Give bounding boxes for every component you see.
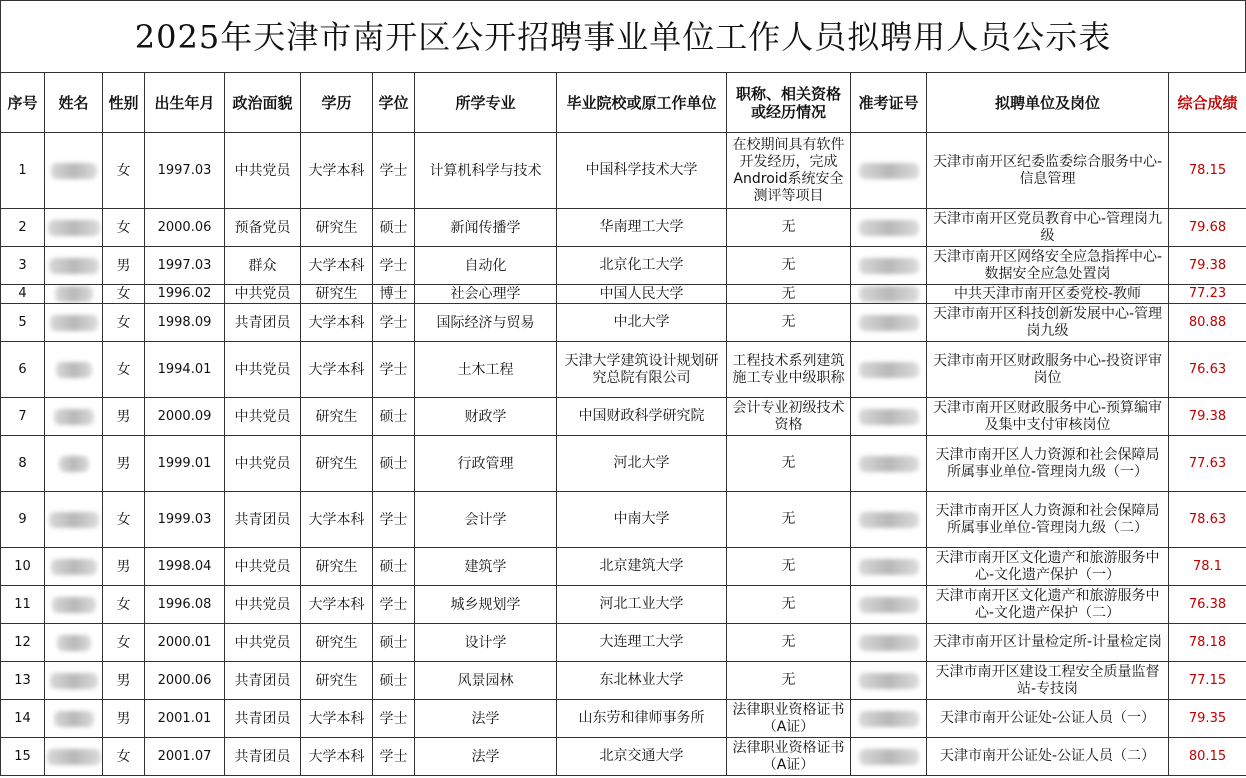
- seq-cell: 13: [1, 662, 45, 700]
- name-cell: [45, 586, 103, 624]
- redacted-ticket-number: [859, 286, 919, 302]
- gender-cell: 女: [103, 285, 145, 304]
- redacted-name: [59, 456, 89, 472]
- redacted-name: [49, 258, 99, 274]
- degree-cell: 学士: [373, 586, 415, 624]
- school-cell: 中北大学: [557, 304, 727, 342]
- seq-cell: 11: [1, 586, 45, 624]
- ticket-cell: [851, 133, 927, 209]
- degree-cell: 学士: [373, 304, 415, 342]
- school-cell: 北京交通大学: [557, 738, 727, 776]
- politics-cell: 中共党员: [225, 133, 301, 209]
- school-cell: 中国人民大学: [557, 285, 727, 304]
- education-cell: 研究生: [301, 398, 373, 436]
- seq-cell: 5: [1, 304, 45, 342]
- qualification-cell: 工程技术系列建筑施工专业中级职称: [727, 342, 851, 398]
- school-cell: 山东劳和律师事务所: [557, 700, 727, 738]
- header-gender: 性别: [103, 73, 145, 133]
- redacted-ticket-number: [859, 711, 919, 727]
- qualification-cell: 无: [727, 304, 851, 342]
- table-row: [1, 209, 1246, 247]
- name-cell: [45, 247, 103, 285]
- gender-cell: 男: [103, 436, 145, 492]
- header-ticket: 准考证号: [851, 73, 927, 133]
- position-cell: 天津市南开区党员教育中心-管理岗九级: [927, 209, 1169, 247]
- position-cell: 天津市南开区财政服务中心-投资评审岗位: [927, 342, 1169, 398]
- position-cell: 天津市南开区科技创新发展中心-管理岗九级: [927, 304, 1169, 342]
- gender-cell: 女: [103, 342, 145, 398]
- politics-cell: 预备党员: [225, 209, 301, 247]
- birth-cell: 2000.09: [145, 398, 225, 436]
- redacted-ticket-number: [859, 409, 919, 425]
- birth-cell: 1998.09: [145, 304, 225, 342]
- school-cell: 中国财政科学研究院: [557, 398, 727, 436]
- redacted-name: [52, 597, 96, 613]
- degree-cell: 硕士: [373, 624, 415, 662]
- redacted-ticket-number: [859, 163, 919, 179]
- school-cell: 北京建筑大学: [557, 548, 727, 586]
- degree-cell: 硕士: [373, 436, 415, 492]
- header-politics: 政治面貌: [225, 73, 301, 133]
- ticket-cell: [851, 285, 927, 304]
- header-education: 学历: [301, 73, 373, 133]
- qualification-cell: 会计专业初级技术资格: [727, 398, 851, 436]
- birth-cell: 2001.01: [145, 700, 225, 738]
- table-row: [1, 247, 1246, 285]
- table-row: [1, 738, 1246, 776]
- seq-cell: 10: [1, 548, 45, 586]
- seq-cell: 2: [1, 209, 45, 247]
- birth-cell: 1999.01: [145, 436, 225, 492]
- score-cell: 78.18: [1169, 624, 1246, 662]
- major-cell: 国际经济与贸易: [415, 304, 557, 342]
- gender-cell: 男: [103, 700, 145, 738]
- politics-cell: 中共党员: [225, 624, 301, 662]
- gender-cell: 女: [103, 304, 145, 342]
- politics-cell: 共青团员: [225, 492, 301, 548]
- major-cell: 新闻传播学: [415, 209, 557, 247]
- redacted-name: [51, 163, 97, 179]
- score-cell: 79.35: [1169, 700, 1246, 738]
- name-cell: [45, 548, 103, 586]
- position-cell: 天津市南开区文化遗产和旅游服务中心-文化遗产保护（二）: [927, 586, 1169, 624]
- header-qualification: 职称、相关资格或经历情况: [727, 73, 851, 133]
- redacted-ticket-number: [859, 512, 919, 528]
- gender-cell: 男: [103, 548, 145, 586]
- position-cell: 天津市南开区计量检定所-计量检定岗: [927, 624, 1169, 662]
- seq-cell: 14: [1, 700, 45, 738]
- qualification-cell: 在校期间具有软件开发经历，完成Android系统安全测评等项目: [727, 133, 851, 209]
- major-cell: 风景园林: [415, 662, 557, 700]
- position-cell: 天津市南开公证处-公证人员（一）: [927, 700, 1169, 738]
- name-cell: [45, 342, 103, 398]
- ticket-cell: [851, 548, 927, 586]
- politics-cell: 中共党员: [225, 548, 301, 586]
- position-cell: 天津市南开区人力资源和社会保障局所属事业单位-管理岗九级（一）: [927, 436, 1169, 492]
- seq-cell: 1: [1, 133, 45, 209]
- seq-cell: 8: [1, 436, 45, 492]
- politics-cell: 共青团员: [225, 304, 301, 342]
- education-cell: 大学本科: [301, 342, 373, 398]
- position-cell: 天津市南开区建设工程安全质量监督站-专技岗: [927, 662, 1169, 700]
- position-cell: 天津市南开区文化遗产和旅游服务中心-文化遗产保护（一）: [927, 548, 1169, 586]
- redacted-name: [50, 673, 98, 689]
- degree-cell: 硕士: [373, 662, 415, 700]
- seq-cell: 7: [1, 398, 45, 436]
- ticket-cell: [851, 700, 927, 738]
- education-cell: 研究生: [301, 436, 373, 492]
- redacted-ticket-number: [859, 362, 919, 378]
- position-cell: 天津市南开区人力资源和社会保障局所属事业单位-管理岗九级（二）: [927, 492, 1169, 548]
- ticket-cell: [851, 209, 927, 247]
- degree-cell: 学士: [373, 133, 415, 209]
- gender-cell: 女: [103, 492, 145, 548]
- education-cell: 研究生: [301, 285, 373, 304]
- score-cell: 78.15: [1169, 133, 1246, 209]
- position-cell: 天津市南开公证处-公证人员（二）: [927, 738, 1169, 776]
- gender-cell: 女: [103, 586, 145, 624]
- score-cell: 76.38: [1169, 586, 1246, 624]
- major-cell: 会计学: [415, 492, 557, 548]
- qualification-cell: 法律职业资格证书（A证）: [727, 738, 851, 776]
- seq-cell: 4: [1, 285, 45, 304]
- seq-cell: 12: [1, 624, 45, 662]
- gender-cell: 女: [103, 133, 145, 209]
- politics-cell: 共青团员: [225, 662, 301, 700]
- major-cell: 建筑学: [415, 548, 557, 586]
- table-row: [1, 586, 1246, 624]
- education-cell: 研究生: [301, 548, 373, 586]
- score-cell: 77.63: [1169, 436, 1246, 492]
- gender-cell: 男: [103, 247, 145, 285]
- education-cell: 大学本科: [301, 247, 373, 285]
- gender-cell: 女: [103, 209, 145, 247]
- name-cell: [45, 624, 103, 662]
- degree-cell: 硕士: [373, 398, 415, 436]
- score-cell: 79.38: [1169, 398, 1246, 436]
- candidate-table: [0, 72, 1246, 776]
- redacted-ticket-number: [859, 749, 919, 765]
- redacted-name: [55, 286, 93, 302]
- degree-cell: 博士: [373, 285, 415, 304]
- school-cell: 中南大学: [557, 492, 727, 548]
- degree-cell: 学士: [373, 247, 415, 285]
- name-cell: [45, 738, 103, 776]
- ticket-cell: [851, 586, 927, 624]
- education-cell: 大学本科: [301, 133, 373, 209]
- school-cell: 东北林业大学: [557, 662, 727, 700]
- qualification-cell: 无: [727, 624, 851, 662]
- ticket-cell: [851, 247, 927, 285]
- redacted-name: [54, 711, 94, 727]
- redacted-ticket-number: [859, 258, 919, 274]
- score-cell: 79.68: [1169, 209, 1246, 247]
- education-cell: 大学本科: [301, 492, 373, 548]
- score-cell: 76.63: [1169, 342, 1246, 398]
- degree-cell: 学士: [373, 342, 415, 398]
- header-score: 综合成绩: [1169, 73, 1246, 133]
- birth-cell: 1996.02: [145, 285, 225, 304]
- redacted-name: [50, 315, 98, 331]
- politics-cell: 群众: [225, 247, 301, 285]
- birth-cell: 2000.01: [145, 624, 225, 662]
- politics-cell: 中共党员: [225, 398, 301, 436]
- gender-cell: 女: [103, 738, 145, 776]
- degree-cell: 学士: [373, 738, 415, 776]
- major-cell: 城乡规划学: [415, 586, 557, 624]
- header-row: [1, 73, 1246, 133]
- table-row: [1, 662, 1246, 700]
- birth-cell: 1998.04: [145, 548, 225, 586]
- education-cell: 研究生: [301, 662, 373, 700]
- education-cell: 研究生: [301, 624, 373, 662]
- education-cell: 研究生: [301, 209, 373, 247]
- redacted-name: [51, 559, 97, 575]
- seq-cell: 15: [1, 738, 45, 776]
- redacted-ticket-number: [859, 597, 919, 613]
- school-cell: 天津大学建筑设计规划研究总院有限公司: [557, 342, 727, 398]
- table-row: [1, 304, 1246, 342]
- redacted-name: [49, 512, 99, 528]
- redacted-ticket-number: [859, 315, 919, 331]
- table-row: [1, 492, 1246, 548]
- header-seq: 序号: [1, 73, 45, 133]
- qualification-cell: 无: [727, 586, 851, 624]
- major-cell: 行政管理: [415, 436, 557, 492]
- education-cell: 大学本科: [301, 304, 373, 342]
- name-cell: [45, 304, 103, 342]
- birth-cell: 2000.06: [145, 662, 225, 700]
- gender-cell: 男: [103, 662, 145, 700]
- score-cell: 77.23: [1169, 285, 1246, 304]
- redacted-ticket-number: [859, 220, 919, 236]
- school-cell: 华南理工大学: [557, 209, 727, 247]
- degree-cell: 学士: [373, 700, 415, 738]
- name-cell: [45, 398, 103, 436]
- birth-cell: 2001.07: [145, 738, 225, 776]
- school-cell: 中国科学技术大学: [557, 133, 727, 209]
- header-name: 姓名: [45, 73, 103, 133]
- degree-cell: 硕士: [373, 548, 415, 586]
- ticket-cell: [851, 492, 927, 548]
- name-cell: [45, 492, 103, 548]
- major-cell: 计算机科学与技术: [415, 133, 557, 209]
- politics-cell: 中共党员: [225, 285, 301, 304]
- qualification-cell: 无: [727, 436, 851, 492]
- education-cell: 大学本科: [301, 738, 373, 776]
- name-cell: [45, 662, 103, 700]
- qualification-cell: 无: [727, 285, 851, 304]
- seq-cell: 6: [1, 342, 45, 398]
- school-cell: 北京化工大学: [557, 247, 727, 285]
- ticket-cell: [851, 304, 927, 342]
- score-cell: 79.38: [1169, 247, 1246, 285]
- major-cell: 社会心理学: [415, 285, 557, 304]
- header-major: 所学专业: [415, 73, 557, 133]
- position-cell: 天津市南开区财政服务中心-预算编审及集中支付审核岗位: [927, 398, 1169, 436]
- redacted-ticket-number: [859, 635, 919, 651]
- table-row: [1, 624, 1246, 662]
- birth-cell: 2000.06: [145, 209, 225, 247]
- politics-cell: 中共党员: [225, 436, 301, 492]
- major-cell: 法学: [415, 700, 557, 738]
- redacted-name: [54, 409, 94, 425]
- name-cell: [45, 436, 103, 492]
- table-row: [1, 548, 1246, 586]
- redacted-name: [57, 635, 91, 651]
- seq-cell: 3: [1, 247, 45, 285]
- position-cell: 中共天津市南开区委党校-教师: [927, 285, 1169, 304]
- degree-cell: 硕士: [373, 209, 415, 247]
- birth-cell: 1999.03: [145, 492, 225, 548]
- gender-cell: 男: [103, 398, 145, 436]
- header-position: 拟聘单位及岗位: [927, 73, 1169, 133]
- qualification-cell: 无: [727, 548, 851, 586]
- major-cell: 设计学: [415, 624, 557, 662]
- ticket-cell: [851, 624, 927, 662]
- education-cell: 大学本科: [301, 700, 373, 738]
- major-cell: 财政学: [415, 398, 557, 436]
- name-cell: [45, 209, 103, 247]
- header-school: 毕业院校或原工作单位: [557, 73, 727, 133]
- seq-cell: 9: [1, 492, 45, 548]
- redacted-name: [47, 749, 101, 765]
- ticket-cell: [851, 342, 927, 398]
- gender-cell: 女: [103, 624, 145, 662]
- ticket-cell: [851, 398, 927, 436]
- position-cell: 天津市南开区网络安全应急指挥中心-数据安全应急处置岗: [927, 247, 1169, 285]
- table-row: [1, 133, 1246, 209]
- qualification-cell: 法律职业资格证书（A证）: [727, 700, 851, 738]
- degree-cell: 学士: [373, 492, 415, 548]
- name-cell: [45, 700, 103, 738]
- politics-cell: 中共党员: [225, 586, 301, 624]
- score-cell: 80.15: [1169, 738, 1246, 776]
- politics-cell: 共青团员: [225, 700, 301, 738]
- header-degree: 学位: [373, 73, 415, 133]
- score-cell: 78.1: [1169, 548, 1246, 586]
- table-row: [1, 436, 1246, 492]
- politics-cell: 中共党员: [225, 342, 301, 398]
- table-row: [1, 700, 1246, 738]
- name-cell: [45, 133, 103, 209]
- ticket-cell: [851, 436, 927, 492]
- major-cell: 法学: [415, 738, 557, 776]
- school-cell: 河北大学: [557, 436, 727, 492]
- school-cell: 河北工业大学: [557, 586, 727, 624]
- name-cell: [45, 285, 103, 304]
- education-cell: 大学本科: [301, 586, 373, 624]
- qualification-cell: 无: [727, 662, 851, 700]
- redacted-name: [56, 362, 92, 378]
- major-cell: 自动化: [415, 247, 557, 285]
- qualification-cell: 无: [727, 247, 851, 285]
- ticket-cell: [851, 738, 927, 776]
- major-cell: 土木工程: [415, 342, 557, 398]
- redacted-name: [48, 220, 100, 236]
- header-birth: 出生年月: [145, 73, 225, 133]
- ticket-cell: [851, 662, 927, 700]
- redacted-ticket-number: [859, 456, 919, 472]
- politics-cell: 共青团员: [225, 738, 301, 776]
- position-cell: 天津市南开区纪委监委综合服务中心-信息管理: [927, 133, 1169, 209]
- table-row: [1, 285, 1246, 304]
- redacted-ticket-number: [859, 673, 919, 689]
- birth-cell: 1997.03: [145, 247, 225, 285]
- qualification-cell: 无: [727, 492, 851, 548]
- birth-cell: 1997.03: [145, 133, 225, 209]
- table-row: [1, 342, 1246, 398]
- birth-cell: 1994.01: [145, 342, 225, 398]
- table-row: [1, 398, 1246, 436]
- score-cell: 80.88: [1169, 304, 1246, 342]
- redacted-ticket-number: [859, 559, 919, 575]
- score-cell: 78.63: [1169, 492, 1246, 548]
- page-title: 2025年天津市南开区公开招聘事业单位工作人员拟聘用人员公示表: [0, 0, 1246, 72]
- birth-cell: 1996.08: [145, 586, 225, 624]
- score-cell: 77.15: [1169, 662, 1246, 700]
- school-cell: 大连理工大学: [557, 624, 727, 662]
- qualification-cell: 无: [727, 209, 851, 247]
